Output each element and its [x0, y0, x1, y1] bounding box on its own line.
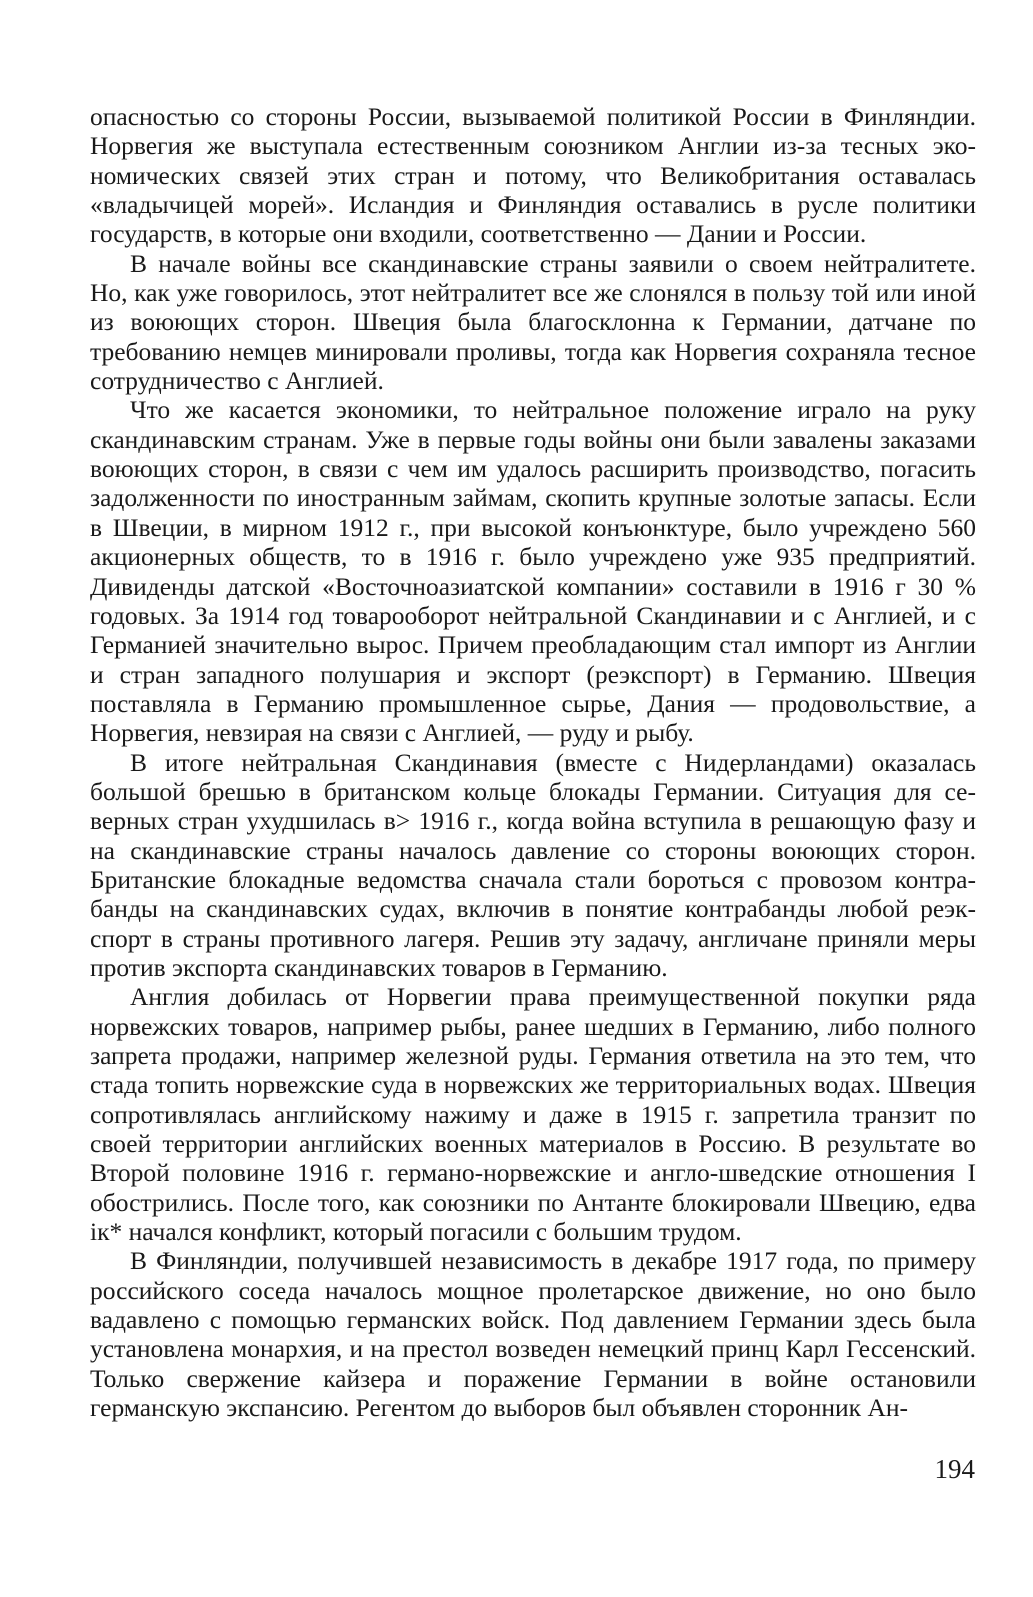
paragraph-3: Что же касается экономики, то нейтральное положение играло на руку скандинавским странам. Уже в первые годы войны они были завалены заказами воюющих сторон, в связи с чем им удалось расширить производство, погасить задолженности по иностранным займам, скопить крупные золотые запасы. Если в Швеции, в мирном 1912 г., при высокой конъюнктуре, было учреждено 560 акционерных обществ, то в 1916 г. было учреждено уже 935 предприятий. Дивиденды датской «Восточноазиатской компании» составили в 1916 г 30 % годовых. За 1914 год товарооборот нейтральной Скандинавии и с Англией, и с Германией значительно вырос. Причем преобладающим стал импорт из Англии и стран западного полушария и экспорт (реэкспорт) в Германию. Швеция поставляла в Германию промышленное сырье, Дания — продовольствие, а Норвегия, невзирая на связи с Англией, — руду и рыбу. [90, 395, 976, 748]
paragraph-1: опасностью со стороны России, вызываемой политикой России в Финляндии. Норвегия же выступала естественным союзником Англии из-за тесных экономических связей этих стран и потому, что Великобритания оставалась «владычицей морей». Исландия и Финляндия оставались в русле политики государств, в которые они входили, соответственно — Дании и России. [90, 102, 976, 249]
page-number: 194 [934, 1454, 975, 1484]
paragraph-5: Англия добилась от Норвегии права преимущественной покупки ряда норвежских товаров, например рыбы, ранее шедших в Германию, либо полного запрета продажи, например железной руды. Германия ответила на это тем, что стада топить норвежские суда в норвежских же территориальных водах. Швеция сопротивлялась английскому нажиму и даже в 1915 г. запретила транзит по своей территории английских военных материалов в Россию. В результате во Второй половине 1916 г. германо-норвежские и англо-шведские отношения I обострились. После того, как союзники по Антанте блокировали Швецию, едва ік* начался конфликт, который погасили с большим трудом. [90, 982, 976, 1247]
paragraph-6: В Финляндии, получившей независимость в декабре 1917 года, по примеру российского соседа началось мощное пролетарское движение, но оно было вадавлено с помощью германских войск. Под давлением Германии здесь была установлена монархия, и на престол возведен немецкий принц Карл Гессенский. Только свержение кайзера и поражение Германии в войне остановили германскую экспансию. Регентом до выборов был объявлен сторонник Ан- [90, 1246, 976, 1423]
page-body [90, 102, 976, 1422]
paragraph-2: В начале войны все скандинавские страны заявили о своем нейтралитете. Но, как уже говорилось, этот нейтралитет все же слонялся в пользу той или иной из воюющих сторон. Швеция была благосклонна к Германии, датчане по требованию немцев минировали проливы, тогда как Норвегия сохраняла тесное сотрудничество с Англией. [90, 248, 976, 396]
paragraph-4: В итоге нейтральная Скандинавия (вместе с Нидерландами) оказалась большой брешью в британском кольце блокады Германии. Ситуация для северных стран ухудшилась в> 1916 г., когда война вступила в решающую фазу и на скандинавские страны началось давление со стороны воюющих сторон. Британские блокадные ведомства сначала стали бороться с провозом контрабанды на скандинавских судах, включив в понятие контрабанды любой реэкспорт в страны противного лагеря. Решив эту задачу, англичане приняли меры против экспорта скандинавских товаров в Германию. [90, 747, 976, 982]
